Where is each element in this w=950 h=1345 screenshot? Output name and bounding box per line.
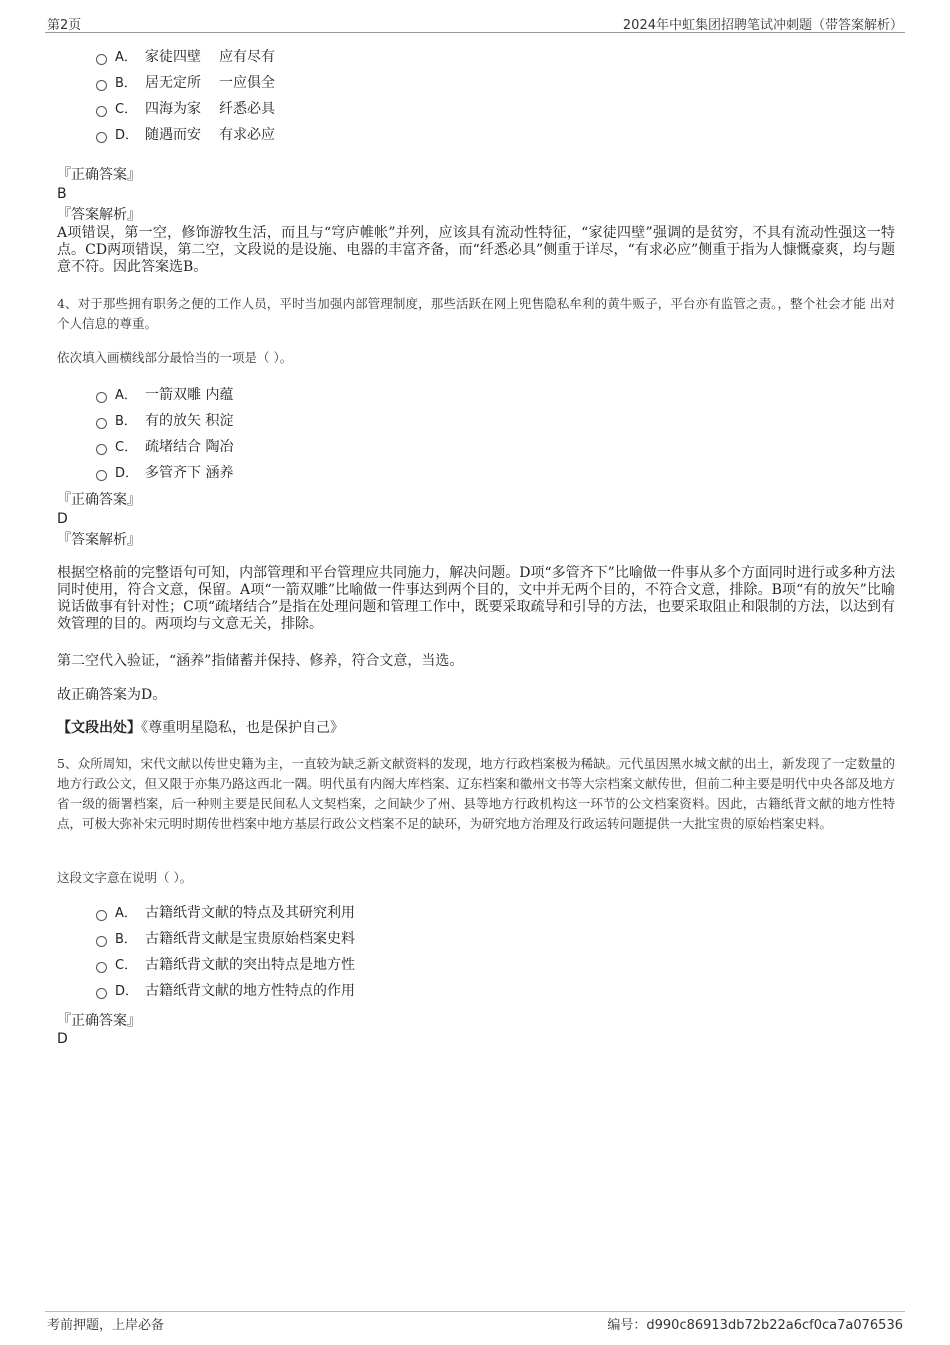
radio-icon[interactable]: [96, 936, 107, 947]
q5-option-c[interactable]: C． 古籍纸背文献的突出特点是地方性: [96, 952, 696, 978]
q3-answer: B: [57, 186, 67, 202]
radio-icon[interactable]: [96, 470, 107, 481]
radio-icon[interactable]: [96, 910, 107, 921]
q5-options: [96, 900, 696, 1004]
q3-analysis-label: 『答案解析』: [57, 207, 141, 223]
q5-option-d[interactable]: D． 古籍纸背文献的地方性特点的作用: [96, 978, 696, 1004]
radio-icon[interactable]: [96, 444, 107, 455]
radio-icon[interactable]: [96, 54, 107, 65]
radio-icon[interactable]: [96, 962, 107, 973]
q5-prompt: 这段文字意在说明（ ）。: [57, 870, 193, 885]
page-footer: [45, 1311, 905, 1332]
q3-analysis: A项错误，第一空，修饰游牧生活，而且与“穹庐帷帐”并列，应该具有流动性特征，“家徒四壁”强调的是贫穷，不具有流动性强这一特点。CD两项错误，第二空，文段说的是设施、电器的丰富齐备，而“纤悉必具”侧重于详尽，“有求必应”侧重于指为人慷慨豪爽，均与题意不符。因此答案选B。: [57, 225, 895, 275]
q3-option-b[interactable]: B． 居无定所 一应俱全: [96, 70, 696, 96]
q5-option-a[interactable]: A． 古籍纸背文献的特点及其研究利用: [96, 900, 696, 926]
q4-source: [57, 720, 895, 737]
q4-analysis-paragraph-1: 根据空格前的完整语句可知，内部管理和平台管理应共同施力，解决问题。D项“多管齐下”比喻做一件事从多个方面同时进行或多种方法同时使用，符合文意，保留。A项“一箭双雕”比喻做一件事达到两个目的，文中并无两个目的，不符合文意，排除。B项“有的放矢”比喻说话做事有针对性；C项“疏堵结合”是指在处理问题和管理工作中，既要采取疏导和引导的方法，也要采取阻止和限制的方法，以达到有效管理的目的。两项均与文意无关，排除。: [57, 565, 895, 632]
q3-options: [96, 44, 696, 148]
q4-option-a[interactable]: A． 一箭双雕 内蕴: [96, 382, 696, 408]
q3-option-a[interactable]: A． 家徒四壁 应有尽有: [96, 44, 696, 70]
radio-icon[interactable]: [96, 132, 107, 143]
q4-prompt: 依次填入画横线部分最恰当的一项是（ ）。: [57, 350, 293, 365]
page-header: [45, 14, 905, 33]
radio-icon[interactable]: [96, 106, 107, 117]
q4-stem: 4、对于那些拥有职务之便的工作人员，平时当加强内部管理制度，那些活跃在网上兜售隐私牟利的黄牛贩子，平台亦有监管之责。，整个社会才能 出对个人信息的尊重。: [57, 296, 895, 331]
q3-answer-label: 『正确答案』: [57, 167, 141, 183]
q4-answer: D: [57, 511, 68, 527]
q4-option-c[interactable]: C． 疏堵结合 陶冶: [96, 434, 696, 460]
radio-icon[interactable]: [96, 988, 107, 999]
q4-analysis-paragraph-3: 故正确答案为D。: [57, 687, 167, 703]
q5-option-b[interactable]: B． 古籍纸背文献是宝贵原始档案史料: [96, 926, 696, 952]
q4-source-label: 【文段出处】: [57, 720, 141, 736]
radio-icon[interactable]: [96, 80, 107, 91]
q5-answer: D: [57, 1031, 68, 1047]
q4-answer-label: 『正确答案』: [57, 492, 141, 508]
footer-slogan: 考前押题，上岸必备: [47, 1318, 165, 1333]
q3-option-d[interactable]: D． 随遇而安 有求必应: [96, 122, 696, 148]
q4-option-d[interactable]: D． 多管齐下 涵养: [96, 460, 696, 486]
q4-analysis-paragraph-2: 第二空代入验证，“涵养”指储蓄并保持、修养，符合文意，当选。: [57, 653, 464, 669]
document-title: 2024年中虹集团招聘笔试冲刺题（带答案解析）: [622, 18, 903, 33]
document-id: 编号：d990c86913db72b22a6cf0ca7a076536: [607, 1318, 903, 1333]
radio-icon[interactable]: [96, 418, 107, 429]
q4-source-text: 《尊重明星隐私，也是保护自己》: [141, 720, 344, 736]
q4-analysis-label: 『答案解析』: [57, 532, 141, 548]
q3-option-c[interactable]: C． 四海为家 纤悉必具: [96, 96, 696, 122]
q5-stem: 5、众所周知，宋代文献以传世史籍为主，一直较为缺乏新文献资料的发现，地方行政档案极为稀缺。元代虽因黑水城文献的出土，新发现了一定数量的地方行政公文，但又限于亦集乃路这西北一隅。明代虽有内阁大库档案、辽东档案和徽州文书等大宗档案文献传世，但前二种主要是明代中央各部及地方省一级的衙署档案，后一种则主要是民间私人文契档案，之间缺少了州、县等地方行政机构这一环节的公文档案资料。因此，古籍纸背文献的地方性特点，可极大弥补宋元明时期传世档案中地方基层行政公文档案不足的缺环，为研究地方治理及行政运转问题提供一大批宝贵的原始档案史料。: [57, 756, 895, 831]
q4-option-b[interactable]: B． 有的放矢 积淀: [96, 408, 696, 434]
page-number: 第2页: [47, 18, 82, 33]
q5-answer-label: 『正确答案』: [57, 1013, 141, 1029]
q4-options: [96, 382, 696, 486]
radio-icon[interactable]: [96, 392, 107, 403]
